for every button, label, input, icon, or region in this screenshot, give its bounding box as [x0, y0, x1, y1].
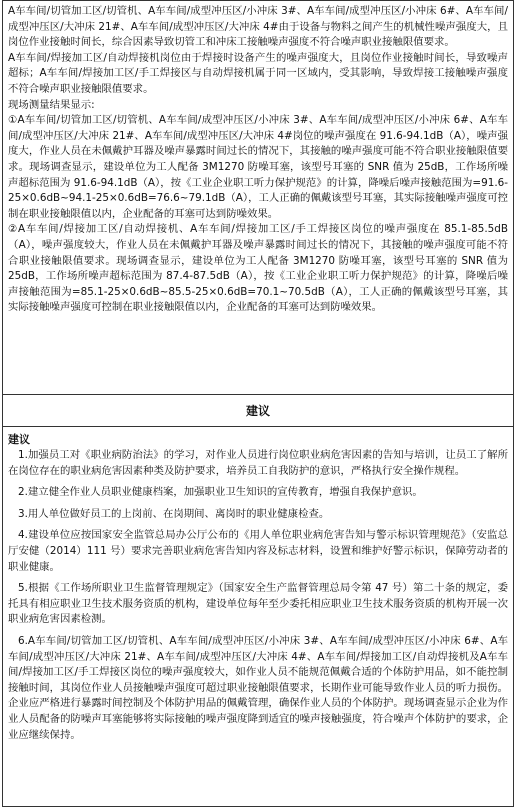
recommendations-title: 建议 [8, 433, 30, 446]
section-heading-recommendations [3, 395, 513, 427]
paragraph-measurement-2: ②A车车间/焊接加工区/自动焊接机、A车车间/焊接加工区/手工焊接区岗位的噪声强度在 85.1-85.5dB（A），噪声强度较大，作业人员在未佩戴护耳器及噪声暴露时间过长的情况下，其接触的噪声强度可能不符合职业接触限值要求。现场调查显示，建设单位为工人配备 3M1270 防噪耳塞，该型号耳塞的 SNR 值为 25dB，工作场所噪声超标范围为 87.4-87.5dB（A），按《工业企业职工听力保护规范》的计算，降噪后噪声接触范围为=85.1-25×0.6dB~85.5-25×0.6dB=70.1~70.5dB（A），工人正确的佩戴该型号耳塞，其实际接触噪声强度可控制在职业接触限值以内，企业配备的耳塞可达到防噪效果。 [8, 223, 508, 314]
recommendation-item-5: 5.根据《工作场所职业卫生监督管理规定》（国家安全生产监督管理总局令第 47 号）第二十条的规定，委托具有相应职业卫生技术服务资质的机构，建设单位每年至少委托相应职业卫生技术服务资质的机构开展一次职业病危害因素检测。 [8, 582, 508, 626]
recommendation-item-2: 2.建立健全作业人员职业健康档案，加强职业卫生知识的宣传教育，增强自我保护意识。 [18, 486, 423, 499]
paragraph-welding-noise: A车车间/焊接加工区/自动焊接机岗位由于焊接时设备产生的噪声强度大，且岗位作业接触时间长，导致噪声超标；A车车间/焊接加工区/手工焊接区与自动焊接机属于同一区域内，受其影响，导致焊接工接触噪声强度不符合噪声职业接触限值要求。 [8, 51, 508, 95]
recommendation-item-1: 1.加强员工对《职业病防治法》的学习，对作业人员进行岗位职业病危害因素的告知与培训，让员工了解所在岗位存在的职业病危害因素种类及防护要求，培养员工自我防护的意识，严格执行安全操作规程。 [8, 449, 508, 477]
recommendation-item-3: 3.用人单位做好员工的上岗前、在岗期间、离岗时的职业健康检查。 [18, 507, 330, 520]
paragraph-pipe-press-noise: A车车间/切管加工区/切管机、A车车间/成型冲压区/小冲床 3#、A车车间/成型冲压区/小冲床 6#、A车车间/成型冲压区/大冲床 21#、A车车间/成型冲压区/大冲床 4#由于设备与物料之间产生的机械性噪声强度大，且岗位作业接触时间长，综合因素导致切管工和冲床工接触噪声强度不符合噪声职业接触限值要求。 [8, 5, 508, 49]
paragraph-measurement-1: ①A车车间/切管加工区/切管机、A车车间/成型冲压区/小冲床 3#、A车车间/成型冲压区/小冲床 6#、A车车间/成型冲压区/大冲床 21#、A车车间/成型冲压区/大冲床 4#岗位的噪声强度在 91.6-94.1dB（A），噪声强度大，作业人员在未佩戴护耳器及噪声暴露时间过长的情况下，其接触的噪声强度可能不符合职业接触限值要求。现场调查显示，建设单位为工人配备 3M1270 防噪耳塞，该型号耳塞的 SNR 值为 25dB，工作场所噪声超标范围为 91.6-94.1dB（A），按《工业企业职工听力保护规范》的计算，降噪后噪声接触范围为=91.6-25×0.6dB~94.1-25×0.6dB=76.6~79.1dB（A），工人正确的佩戴该型号耳塞，其实际接触噪声强度可控制在职业接触限值以内，企业配备的耳塞可达到防噪效果。 [8, 114, 508, 220]
recommendations-section [3, 427, 513, 807]
document-page [2, 0, 514, 807]
section-heading-text: 建议 [245, 404, 270, 418]
findings-section [3, 1, 513, 395]
paragraph-measurement-intro: 现场测量结果显示: [8, 98, 95, 111]
recommendation-item-6: 6.A车车间/切管加工区/切管机、A车车间/成型冲压区/小冲床 3#、A车车间/成型冲压区/小冲床 6#、A车车间/成型冲压区/大冲床 21#、A车车间/成型冲压区/大冲床 4#、A车车间/焊接加工区/自动焊接机及A车车间/焊接加工区/手工焊接区岗位的噪声强度较大，如作业人员不能规范佩戴合适的个体防护用品，如不能控制接触时间，其岗位作业人员接触噪声强度可超过职业接触限值要求，长期作业可能导致作业人员的听力损伤。企业应严格进行暴露时间控制及个体防护用品的佩戴管理，确保作业人员的个体防护。现场调查显示企业为作业人员配备的防噪声耳塞能够将实际接触的噪声强度降到适宜的噪声接触强度，符合噪声个体防护的要求，企业应继续保持。 [8, 634, 508, 741]
recommendation-item-4: 4.建设单位应按国家安全监管总局办公厅公布的《用人单位职业病危害告知与警示标识管理规范》（安监总厅安健（2014）111 号）要求完善职业病危害告知内容及标志材料，设置和维护好警示标识，保障劳动者的职业健康。 [8, 529, 508, 573]
